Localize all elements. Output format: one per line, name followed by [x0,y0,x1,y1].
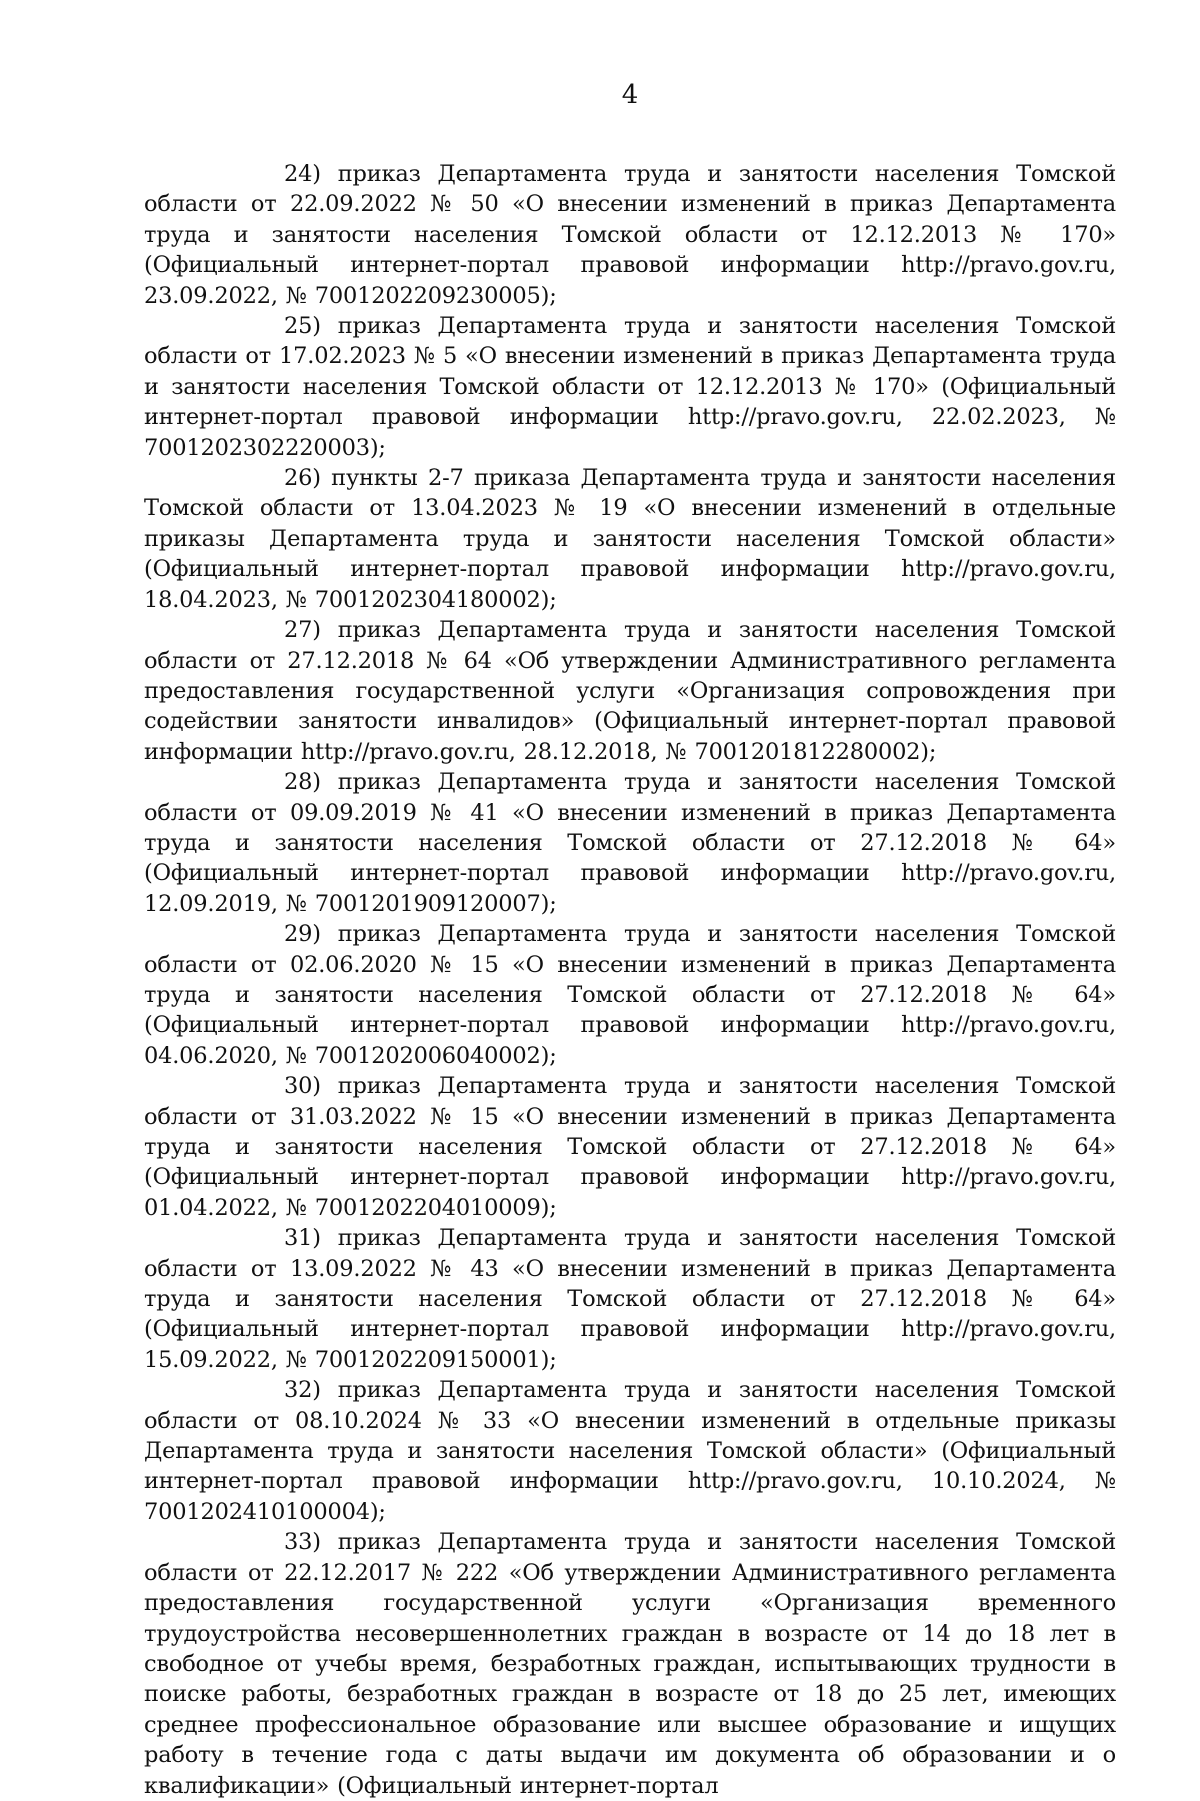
list-item [144,767,1116,919]
item-text: приказ Департамента труда и занятости населения Томской области от 22.12.2017 № 222 «Об утверждении Административного регламента предоставления государственной услуги «Организация временного трудоустройства несовершеннолетних граждан в возрасте от 14 до 18 лет в свободное от учебы время, безработных граждан, испытывающих трудности в поиске работы, безработных граждан в возрасте от 18 до 25 лет, имеющих среднее профессиональное образование или высшее образование и ищущих работу в течение года с даты выдачи им документа об образовании и о квалификации» (Официальный интернет-портал [144,1529,1116,1799]
item-number: 24) [284,161,321,187]
item-number: 28) [284,769,321,796]
list-item [144,615,1116,767]
item-number: 29) [284,921,321,948]
item-text: приказ Департамента труда и занятости населения Томской области от 27.12.2018 № 64 «Об утверждении Административного регламента предоставления государственной услуги «Организация сопровождения при содействии занятости инвалидов» (Официальный интернет-портал правовой информации http://pravo.gov.ru, 28.12.2018, № 7001201812280002); [144,617,1116,765]
item-number: 25) [284,313,321,340]
item-number: 30) [284,1073,321,1100]
item-number: 31) [284,1225,321,1252]
item-text: приказ Департамента труда и занятости населения Томской области от 13.09.2022 № 43 «О внесении изменений в приказ Департамента труда и занятости населения Томской области от 27.12.2018 № 64» (Официальный интернет-портал правовой информации http://pravo.gov.ru, 15.09.2022, № 7001202209150001); [144,1225,1116,1373]
list-item [144,311,1116,463]
item-text: приказ Департамента труда и занятости населения Томской области от 22.09.2022 № 50 «О внесении изменений в приказ Департамента труда и занятости населения Томской области от 12.12.2013 № 170» (Официальный интернет-портал правовой информации http://pravo.gov.ru, 23.09.2022, № 7001202209230005); [144,161,1116,309]
list-item [144,463,1116,615]
item-text: пункты 2-7 приказа Департамента труда и занятости населения Томской области от 13.04.2023 № 19 «О внесении изменений в отдельные приказы Департамента труда и занятости населения Томской области» (Официальный интернет-портал правовой информации http://pravo.gov.ru, 18.04.2023, № 7001202304180002); [144,465,1117,613]
list-item [144,1375,1116,1527]
item-number: 27) [284,617,321,644]
page-number: 4 [621,80,639,110]
document-body [144,159,1116,1801]
list-item [144,1223,1116,1375]
list-item [144,159,1116,311]
list-item [144,1527,1116,1801]
item-number: 26) [284,465,321,492]
item-text: приказ Департамента труда и занятости населения Томской области от 31.03.2022 № 15 «О внесении изменений в приказ Департамента труда и занятости населения Томской области от 27.12.2018 № 64» (Официальный интернет-портал правовой информации http://pravo.gov.ru, 01.04.2022, № 7001202204010009); [144,1073,1116,1221]
item-text: приказ Департамента труда и занятости населения Томской области от 09.09.2019 № 41 «О внесении изменений в приказ Департамента труда и занятости населения Томской области от 27.12.2018 № 64» (Официальный интернет-портал правовой информации http://pravo.gov.ru, 12.09.2019, № 7001201909120007); [144,769,1116,917]
item-text: приказ Департамента труда и занятости населения Томской области от 08.10.2024 № 33 «О внесении изменений в отдельные приказы Департамента труда и занятости населения Томской области» (Официальный интернет-портал правовой информации http://pravo.gov.ru, 10.10.2024, № 7001202410100004); [144,1377,1116,1525]
list-item [144,1071,1116,1223]
item-text: приказ Департамента труда и занятости населения Томской области от 02.06.2020 № 15 «О внесении изменений в приказ Департамента труда и занятости населения Томской области от 27.12.2018 № 64» (Официальный интернет-портал правовой информации http://pravo.gov.ru, 04.06.2020, № 7001202006040002); [144,921,1116,1069]
item-text: приказ Департамента труда и занятости населения Томской области от 17.02.2023 № 5 «О внесении изменений в приказ Департамента труда и занятости населения Томской области от 12.12.2013 № 170» (Официальный интернет-портал правовой информации http://pravo.gov.ru, 22.02.2023, № 7001202302220003); [144,313,1116,461]
item-number: 33) [284,1529,321,1556]
item-number: 32) [284,1377,321,1404]
list-item [144,919,1116,1071]
